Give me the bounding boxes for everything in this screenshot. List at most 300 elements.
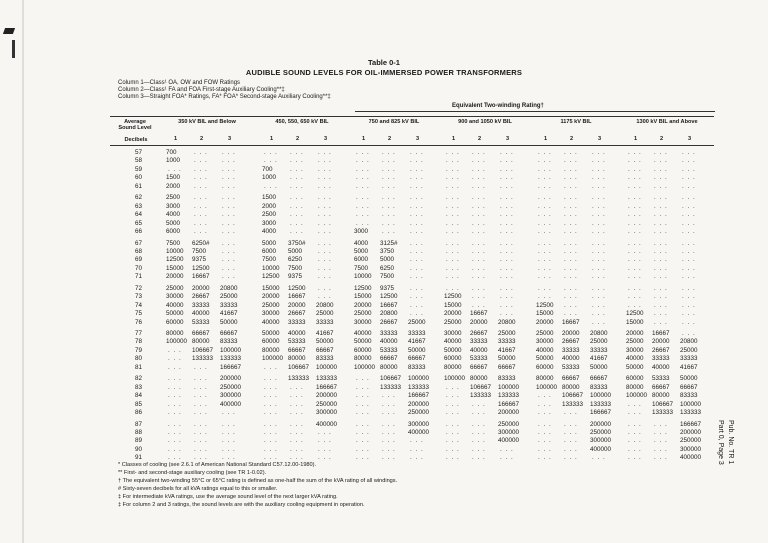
empty-cell: . . . [446,149,460,156]
empty-cell: . . . [318,174,332,182]
table-cell: 4000 [354,239,369,247]
empty-cell: . . . [382,392,396,400]
table-cell: 25000 [220,293,238,301]
table-cell: 400000 [220,400,242,408]
table-cell: 3000 [166,202,181,210]
empty-cell: . . . [564,420,578,428]
empty-cell: . . . [592,219,606,227]
empty-cell: . . . [592,228,606,236]
column-note: Column 3—Straight FOA* Ratings, FA* FOA* Second-stage Auxiliary Cooling**‡ [118,94,331,101]
table-cell: 80000 [380,363,398,371]
table-cell: 133333 [652,409,674,417]
empty-cell: . . . [592,182,606,190]
empty-cell: . . . [410,256,424,264]
level-cell: 66 [134,228,142,236]
table-cell: 3750 [380,247,395,255]
empty-cell: . . . [654,247,668,255]
empty-cell: . . . [264,400,278,408]
table-cell: 80000 [444,363,462,371]
level-cell: 76 [134,318,142,326]
empty-cell: . . . [356,194,370,202]
empty-cell: . . . [446,264,460,272]
table-cell: 16667 [192,273,210,281]
empty-cell: . . . [628,239,642,247]
empty-cell: . . . [500,219,514,227]
table-cell: 30000 [626,346,644,354]
table-cell: 40000 [444,338,462,346]
table-cell: 53333 [562,363,580,371]
table-cell: 20000 [470,318,488,326]
empty-cell: . . . [194,428,208,436]
table-cell: 15000 [354,293,372,301]
table-cell: 80000 [562,383,580,391]
table-cell: 80000 [652,392,670,400]
empty-cell: . . . [446,409,460,417]
table-cell: 16667 [380,301,398,309]
empty-cell: . . . [382,400,396,408]
table-cell: 20000 [562,330,580,337]
table-cell: 25000 [316,310,334,318]
empty-cell: . . . [222,157,236,165]
empty-cell: . . . [654,211,668,219]
empty-cell: . . . [168,454,182,462]
empty-cell: . . . [264,428,278,436]
empty-cell: . . . [264,437,278,445]
empty-cell: . . . [592,310,606,318]
table-cell: 6250 [288,256,303,264]
empty-cell: . . . [290,420,304,428]
table-cell: 9375 [288,273,303,281]
column-number: 1 [452,136,456,142]
scan-mark [12,40,15,58]
table-cell: 166667 [590,409,612,417]
empty-cell: . . . [654,454,668,462]
empty-cell: . . . [564,310,578,318]
table-cell: 30000 [444,330,462,337]
table-cell: 40000 [288,330,306,337]
empty-cell: . . . [222,264,236,272]
empty-cell: . . . [564,247,578,255]
column-number: 1 [270,136,274,142]
empty-cell: . . . [168,428,182,436]
table-cell: 25000 [590,338,608,346]
empty-cell: . . . [682,182,696,190]
empty-cell: . . . [628,256,642,264]
avg-header [110,119,160,132]
table-cell: 133333 [192,355,214,363]
empty-cell: . . . [654,239,668,247]
table-cell: 133333 [562,400,584,408]
column-number: 2 [388,136,392,142]
empty-cell: . . . [564,182,578,190]
empty-cell: . . . [194,182,208,190]
empty-cell: . . . [382,194,396,202]
table-cell: 33333 [562,346,580,354]
empty-cell: . . . [446,202,460,210]
table-cell: 106667 [562,392,584,400]
empty-cell: . . . [356,174,370,182]
empty-cell: . . . [222,420,236,428]
table-cell: 53333 [380,346,398,354]
table-cell: 66667 [408,355,426,363]
table-cell: 106667 [652,400,674,408]
table-cell: 50000 [316,338,334,346]
level-cell: 67 [134,239,142,247]
empty-cell: . . . [654,420,668,428]
empty-cell: . . . [682,310,696,318]
level-cell: 77 [134,330,142,337]
level-cell: 84 [134,392,142,400]
empty-cell: . . . [194,409,208,417]
empty-cell: . . . [628,202,642,210]
empty-cell: . . . [410,247,424,255]
empty-cell: . . . [654,318,668,326]
table-cell: 53333 [652,375,670,383]
level-cell: 64 [134,211,142,219]
empty-cell: . . . [564,256,578,264]
empty-cell: . . . [194,363,208,371]
empty-cell: . . . [654,219,668,227]
empty-cell: . . . [592,454,606,462]
empty-cell: . . . [318,284,332,292]
level-cell: 57 [134,149,142,156]
empty-cell: . . . [410,284,424,292]
table-cell: 133333 [470,392,492,400]
empty-cell: . . . [538,256,552,264]
empty-cell: . . . [682,318,696,326]
empty-cell: . . . [654,301,668,309]
table-cell: 66667 [192,330,210,337]
empty-cell: . . . [410,211,424,219]
empty-cell: . . . [318,247,332,255]
footnote: † The equivalent two-winding 55°C or 65°C rating is defined as one-half the sum of the kVA rating of all windings. [118,478,398,484]
table-cell: 106667 [380,375,402,383]
level-cell: 88 [134,428,142,436]
empty-cell: . . . [682,202,696,210]
empty-cell: . . . [318,202,332,210]
table-cell: 100000 [590,392,612,400]
empty-cell: . . . [654,445,668,453]
table-cell: 83333 [680,392,698,400]
empty-cell: . . . [318,256,332,264]
empty-cell: . . . [472,157,486,165]
table-cell: 7500 [380,273,395,281]
column-number: 3 [228,136,232,142]
empty-cell: . . . [194,383,208,391]
empty-cell: . . . [654,157,668,165]
table-cell: 300000 [408,420,430,428]
table-cell: 41667 [680,363,698,371]
level-cell: 83 [134,383,142,391]
equivalent-header: Equivalent Two-winding Rating† [452,103,544,109]
empty-cell: . . . [592,293,606,301]
empty-cell: . . . [654,273,668,281]
empty-cell: . . . [446,392,460,400]
empty-cell: . . . [654,149,668,156]
empty-cell: . . . [264,182,278,190]
table-cell: 83333 [498,375,516,383]
table-cell: 80000 [288,355,306,363]
empty-cell: . . . [318,157,332,165]
table-cell: 25000 [408,318,426,326]
empty-cell: . . . [500,239,514,247]
footnote: ‡ For intermediate kVA ratings, use the average sound level of the next larger kVA rating. [118,494,338,500]
empty-cell: . . . [356,437,370,445]
empty-cell: . . . [592,239,606,247]
empty-cell: . . . [472,194,486,202]
empty-cell: . . . [654,194,668,202]
table-cell: 40000 [562,355,580,363]
empty-cell: . . . [318,454,332,462]
table-cell: 300000 [590,437,612,445]
table-cell: 80000 [166,330,184,337]
empty-cell: . . . [500,293,514,301]
empty-cell: . . . [382,437,396,445]
empty-cell: . . . [628,437,642,445]
empty-cell: . . . [222,247,236,255]
empty-cell: . . . [472,445,486,453]
empty-cell: . . . [168,420,182,428]
level-cell: 70 [134,264,142,272]
empty-cell: . . . [222,256,236,264]
empty-cell: . . . [472,293,486,301]
level-cell: 86 [134,409,142,417]
empty-cell: . . . [410,182,424,190]
empty-cell: . . . [382,149,396,156]
empty-cell: . . . [654,256,668,264]
table-cell: 15000 [444,301,462,309]
table-cell: 7500 [192,247,207,255]
empty-cell: . . . [564,239,578,247]
empty-cell: . . . [446,219,460,227]
empty-cell: . . . [592,194,606,202]
empty-cell: . . . [410,202,424,210]
empty-cell: . . . [264,149,278,156]
group-header: 350 kV BIL and Below [178,119,236,125]
empty-cell: . . . [222,445,236,453]
table-cell: 12500 [262,273,280,281]
table-cell: 16667 [288,293,306,301]
level-cell: 79 [134,346,142,354]
empty-cell: . . . [194,228,208,236]
empty-cell: . . . [410,157,424,165]
table-cell: 100000 [680,400,702,408]
empty-cell: . . . [628,264,642,272]
empty-cell: . . . [538,247,552,255]
empty-cell: . . . [538,202,552,210]
empty-cell: . . . [628,400,642,408]
empty-cell: . . . [628,219,642,227]
empty-cell: . . . [472,301,486,309]
table-cell: 2000 [166,182,181,190]
empty-cell: . . . [222,182,236,190]
empty-cell: . . . [290,149,304,156]
empty-cell: . . . [538,420,552,428]
empty-cell: . . . [168,346,182,354]
table-cell: 15000 [626,318,644,326]
empty-cell: . . . [500,273,514,281]
table-cell: 166667 [316,383,338,391]
empty-cell: . . . [264,392,278,400]
table-cell: 40000 [166,301,184,309]
empty-cell: . . . [682,194,696,202]
empty-cell: . . . [682,264,696,272]
table-cell: 100000 [444,375,466,383]
empty-cell: . . . [382,420,396,428]
empty-cell: . . . [472,174,486,182]
empty-cell: . . . [500,182,514,190]
empty-cell: . . . [222,219,236,227]
column-number: 3 [324,136,328,142]
group-header: 750 and 825 kV BIL [368,119,420,125]
empty-cell: . . . [168,165,182,173]
table-cell: 7500 [354,264,369,272]
level-cell: 68 [134,247,142,255]
empty-cell: . . . [628,157,642,165]
table-cell: 15000 [262,284,280,292]
level-cell: 85 [134,400,142,408]
empty-cell: . . . [194,420,208,428]
empty-cell: . . . [168,437,182,445]
empty-cell: . . . [628,165,642,173]
empty-cell: . . . [318,428,332,436]
empty-cell: . . . [410,194,424,202]
empty-cell: . . . [290,182,304,190]
empty-cell: . . . [654,165,668,173]
empty-cell: . . . [446,211,460,219]
table-cell: 400000 [316,420,338,428]
table-cell: 106667 [470,383,492,391]
empty-cell: . . . [500,454,514,462]
empty-cell: . . . [382,174,396,182]
empty-cell: . . . [538,211,552,219]
empty-cell: . . . [222,165,236,173]
empty-cell: . . . [264,383,278,391]
empty-cell: . . . [472,149,486,156]
empty-cell: . . . [264,409,278,417]
empty-cell: . . . [194,194,208,202]
table-cell: 200000 [408,400,430,408]
table-cell: 12500 [536,301,554,309]
table-cell: 25000 [262,301,280,309]
empty-cell: . . . [538,392,552,400]
empty-cell: . . . [356,375,370,383]
table-cell: 40000 [470,346,488,354]
level-cell: 61 [134,182,142,190]
empty-cell: . . . [564,202,578,210]
table-cell: 30000 [536,338,554,346]
empty-cell: . . . [382,202,396,210]
empty-cell: . . . [628,194,642,202]
empty-cell: . . . [410,165,424,173]
divider [110,145,714,146]
empty-cell: . . . [264,363,278,371]
empty-cell: . . . [628,428,642,436]
table-cell: 133333 [220,355,242,363]
empty-cell: . . . [290,428,304,436]
empty-cell: . . . [538,284,552,292]
empty-cell: . . . [500,247,514,255]
empty-cell: . . . [318,182,332,190]
table-cell: 25000 [498,330,516,337]
empty-cell: . . . [654,437,668,445]
empty-cell: . . . [472,239,486,247]
footnote: ‡ For column 2 and 3 ratings, the sound levels are with the auxiliary cooling equipment in operation. [118,502,365,508]
level-cell: 91 [134,454,142,462]
column-number: 2 [478,136,482,142]
empty-cell: . . . [356,445,370,453]
empty-cell: . . . [564,219,578,227]
empty-cell: . . . [500,194,514,202]
empty-cell: . . . [564,409,578,417]
table-cell: 12500 [444,293,462,301]
empty-cell: . . . [564,264,578,272]
table-cell: 7500 [166,239,181,247]
empty-cell: . . . [264,454,278,462]
empty-cell: . . . [264,420,278,428]
empty-cell: . . . [356,383,370,391]
table-cell: 25000 [166,284,184,292]
empty-cell: . . . [318,273,332,281]
scan-edge [22,0,24,543]
empty-cell: . . . [654,174,668,182]
empty-cell: . . . [194,400,208,408]
empty-cell: . . . [264,445,278,453]
empty-cell: . . . [382,165,396,173]
empty-cell: . . . [382,428,396,436]
empty-cell: . . . [500,284,514,292]
table-cell: 7500 [262,256,277,264]
table-cell: 50000 [354,338,372,346]
table-cell: 20000 [192,284,210,292]
table-cell: 80000 [354,355,372,363]
empty-cell: . . . [446,194,460,202]
level-cell: 82 [134,375,142,383]
level-cell: 72 [134,284,142,292]
table-title: AUDIBLE SOUND LEVELS FOR OIL-IMMERSED POWER TRANSFORMERS [245,68,523,77]
table-cell: 300000 [316,409,338,417]
empty-cell: . . . [168,445,182,453]
level-cell: 73 [134,293,142,301]
empty-cell: . . . [592,273,606,281]
table-cell: 400000 [590,445,612,453]
column-number: 3 [598,136,602,142]
page-reference [717,420,768,480]
table-cell: 250000 [408,409,430,417]
column-number: 2 [296,136,300,142]
table-cell: 100000 [354,363,376,371]
table-cell: 33333 [680,355,698,363]
table-cell: 60000 [354,346,372,354]
empty-cell: . . . [538,149,552,156]
empty-cell: . . . [682,219,696,227]
table-cell: 200000 [680,428,702,436]
table-cell: 2500 [262,211,277,219]
empty-cell: . . . [194,392,208,400]
empty-cell: . . . [472,228,486,236]
table-cell: 10000 [262,264,280,272]
empty-cell: . . . [500,256,514,264]
table-cell: 50000 [220,318,238,326]
table-cell: 66667 [562,375,580,383]
table-cell: 100000 [316,363,338,371]
empty-cell: . . . [682,157,696,165]
level-cell: 69 [134,256,142,264]
empty-cell: . . . [318,445,332,453]
column-number: 2 [200,136,204,142]
table-cell: 80000 [536,375,554,383]
table-cell: 100000 [408,375,430,383]
